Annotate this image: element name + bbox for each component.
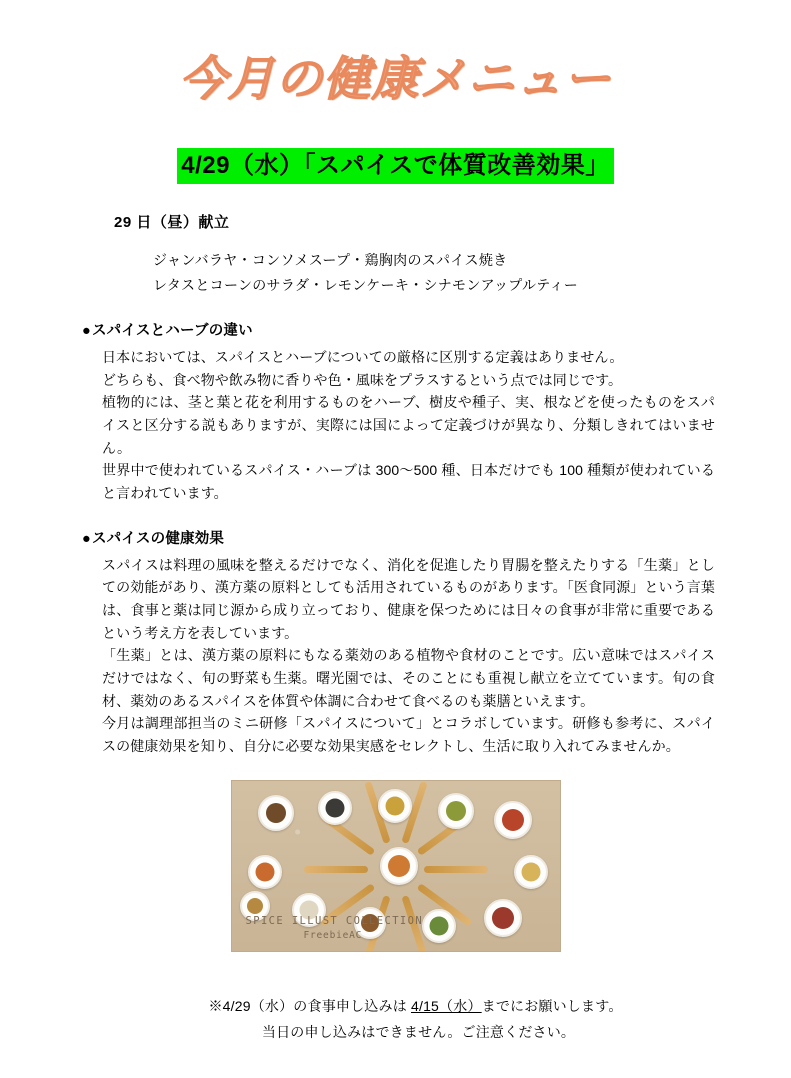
spice-bowl (494, 801, 532, 839)
menu-heading: 29 日（昼）献立 (114, 214, 230, 232)
section-title (82, 319, 743, 340)
section-body (102, 346, 715, 505)
footer-notes (48, 993, 743, 1046)
section-health-effects (48, 527, 743, 758)
section-title-text: スパイスとハーブの違い (91, 323, 253, 340)
note-line-1 (48, 993, 743, 1020)
paragraph: どちらも、食べ物や飲み物に香りや色・風味をプラスするという点では同じです。 (102, 371, 623, 388)
image-container (48, 780, 743, 957)
photo-caption: SPICE ILLUST COLLECTION (245, 914, 424, 927)
note-suffix: までにお願いします。 (481, 997, 623, 1014)
paragraph: 日本においては、スパイスとハーブについての厳格に区別する定義はありません。 (102, 349, 624, 366)
section-spice-vs-herb (48, 319, 743, 505)
paragraph: 今月は調理部担当のミニ研修「スパイスについて」とコラボしています。研修も参考に、スパイスの健康効果を知り、自分に必要な効果実感をセレクトし、生活に取り入れてみませんか。 (102, 715, 715, 755)
note-deadline: 4/15（水） (411, 997, 482, 1014)
spice-bowl (378, 789, 412, 823)
bullet-icon: ● (82, 530, 91, 547)
spice-bowl (514, 855, 548, 889)
spice-bowl (318, 791, 352, 825)
page-title: 今月の健康メニュー (179, 52, 612, 107)
menu-line: レタスとコーンのサラダ・レモンケーキ・シナモンアップルティー (153, 276, 579, 293)
section-body (102, 554, 715, 758)
subtitle-container (48, 148, 743, 184)
spice-bowl (484, 899, 522, 937)
paragraph: 植物的には、茎と葉と花を利用するものをハーブ、樹皮や種子、実、根などを使ったものをスパイスと区分する説もありますが、実際には国によって定義づけが異なり、分類しきれてはいません。 (102, 394, 715, 456)
spice-bowl (248, 855, 282, 889)
paragraph: 世界中で使われているスパイス・ハーブは 300〜500 種、日本だけでも 100 種類が使われていると言われています。 (102, 462, 715, 502)
photo-caption-credit: FreebieAC (303, 929, 363, 941)
note-line-2: 当日の申し込みはできません。ご注意ください。 (261, 1024, 576, 1041)
bullet-icon: ● (82, 323, 91, 340)
section-title-text: スパイスの健康効果 (91, 530, 225, 547)
paragraph: 「生薬」とは、漢方薬の原料にもなる薬効のある植物や食材のことです。広い意味ではスパイスだけではなく、旬の野菜も生薬。曙光園では、そのことにも重視し献立を立てています。旬の食材、薬効のあるスパイスを体質や体調に合わせて食べるのも薬膳といえます。 (102, 647, 715, 709)
document-page (0, 54, 791, 1078)
spice-illustration-photo (231, 780, 561, 952)
note-prefix: ※4/29（水）の食事申し込みは (208, 997, 411, 1014)
menu-lines (153, 248, 743, 297)
subtitle-highlight: 4/29（水）「スパイスで体質改善効果」 (177, 148, 613, 184)
spice-bowl (258, 795, 294, 831)
spice-bowl (422, 909, 456, 943)
section-title (82, 527, 743, 548)
spice-bowl (380, 847, 418, 885)
paragraph: スパイスは料理の風味を整えるだけでなく、消化を促進したり胃腸を整えたりする「生薬」としての効能があり、漢方薬の原料としても活用されているものがあります。「医食同源」という言葉は、食事と薬は同じ源から成り立っており、健康を保つためには日々の食事が非常に重要であるという考え方を表しています。 (102, 556, 715, 641)
spice-bowl (438, 793, 474, 829)
menu-line: ジャンバラヤ・コンソメスープ・鶏胸肉のスパイス焼き (153, 252, 508, 269)
